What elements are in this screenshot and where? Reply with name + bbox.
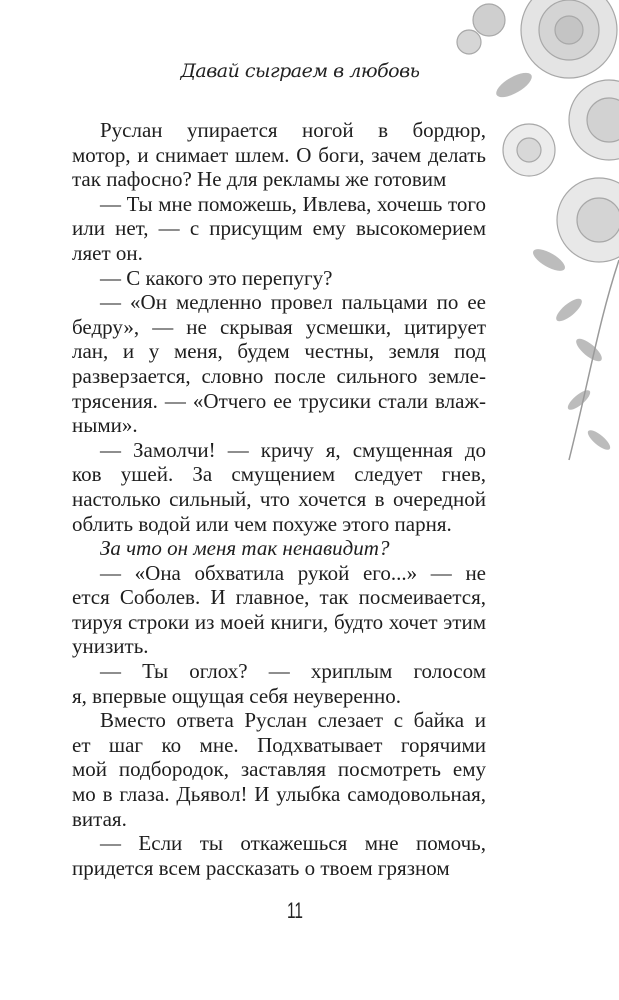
text-line: витая.	[72, 806, 127, 831]
paragraph	[72, 561, 486, 659]
paragraph	[72, 708, 486, 831]
text-line: ков ушей. За смущением следует гнев,	[72, 462, 486, 487]
text-line: За что он меня так ненавидит?	[100, 536, 390, 561]
text-line: ными».	[72, 413, 138, 438]
text-line: разверзается, словно после сильного земле-	[72, 363, 486, 388]
text-line: лан, и у меня, будем честны, земля под	[72, 339, 486, 364]
text-line: — «Он медленно провел пальцами по ее	[100, 290, 486, 315]
text-line: настолько сильный, что хочется в очередной	[72, 486, 486, 511]
text-line: — «Она обхватила рукой его...» — не	[100, 560, 486, 585]
text-line: — Если ты откажешься мне помочь,	[100, 831, 486, 856]
body-text	[72, 118, 486, 880]
running-head: Давай сыграем в любовь	[180, 60, 420, 82]
text-line: тируя строки из моей книги, будто хочет этим	[72, 609, 486, 634]
text-line: придется всем рассказать о твоем грязном	[72, 855, 450, 880]
text-line: бедру», — не скрывая усмешки, цитирует	[72, 314, 486, 339]
text-line: облить водой или чем похуже этого парня.	[72, 511, 452, 536]
text-line: или нет, — с присущим ему высокомерием	[72, 216, 486, 241]
text-line: — С какого это перепугу?	[100, 265, 333, 290]
paragraph	[72, 192, 486, 266]
text-line: ет шаг ко мне. Подхватывает горячими	[72, 732, 486, 757]
text-line: мотор, и снимает шлем. О боги, зачем делать	[72, 142, 486, 167]
text-line: ется Соболев. И главное, так посмеивается,	[72, 585, 486, 610]
paragraph	[72, 290, 486, 438]
paragraph	[72, 118, 486, 192]
text-line: унизить.	[72, 634, 149, 659]
text-line: мо в глаза. Дьявол! И улыбка самодовольная,	[72, 782, 486, 807]
text-line: — Ты мне поможешь, Ивлева, хочешь того	[100, 191, 486, 216]
paragraph	[72, 438, 486, 536]
text-line: так пафосно? Не для рекламы же готовим	[72, 167, 447, 192]
text-line: я, впервые ощущая себя неуверенно.	[72, 683, 401, 708]
text-line: — Замолчи! — кричу я, смущенная до	[100, 437, 486, 462]
text-line: трясения. — «Отчего ее трусики стали влаж-	[72, 388, 486, 413]
text-line: мой подбородок, заставляя посмотреть ему	[72, 757, 486, 782]
text-line: ляет он.	[72, 240, 143, 265]
page-number: 11	[287, 898, 303, 923]
paragraph	[72, 659, 486, 708]
text-line: Руслан упирается ногой в бордюр,	[100, 118, 486, 142]
text-line: Вместо ответа Руслан слезает с байка и	[100, 708, 486, 733]
italic-paragraph	[72, 536, 486, 561]
paragraph	[72, 831, 486, 880]
paragraph	[72, 266, 486, 291]
text-line: — Ты оглох? — хриплым голосом	[100, 659, 486, 684]
